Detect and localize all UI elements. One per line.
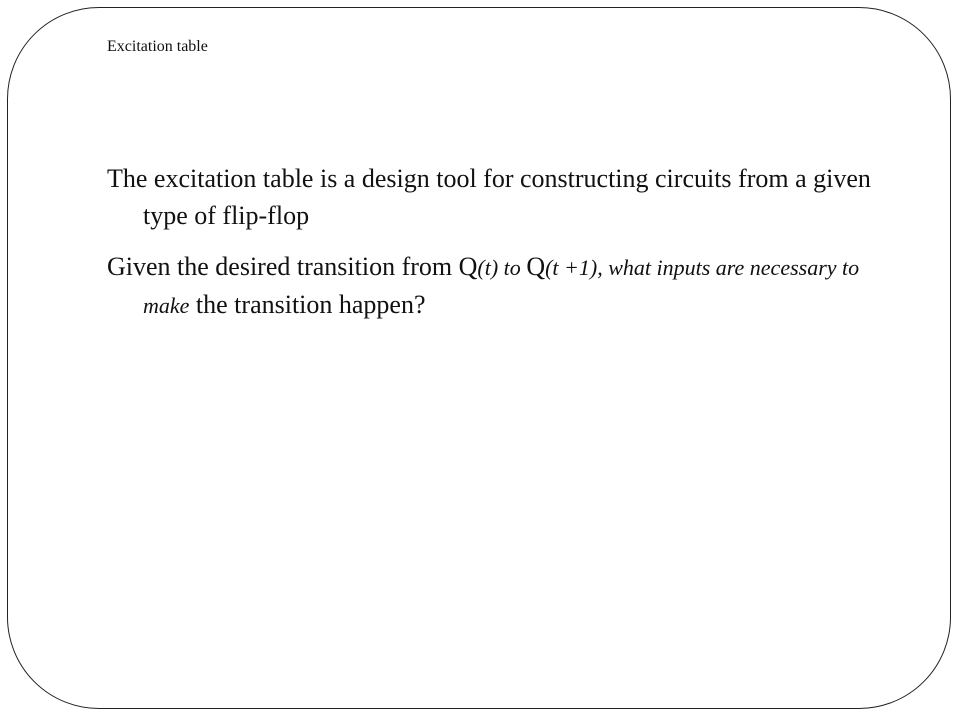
question-text-q: Q (526, 252, 546, 281)
slide-title: Excitation table (107, 38, 208, 55)
question-text-qt: (t) to (477, 255, 527, 280)
slide-frame (7, 7, 951, 709)
question-text-qt1: (t +1), what inputs are necessary to make (143, 255, 860, 318)
paragraph-question (107, 248, 897, 324)
paragraph-definition: The excitation table is a design tool for constructing circuits from a given type of flip-flop (107, 164, 871, 230)
slide-body (107, 160, 897, 338)
question-text-end: the transition happen? (189, 290, 426, 319)
question-text-start: Given the desired transition from Q (107, 252, 478, 281)
